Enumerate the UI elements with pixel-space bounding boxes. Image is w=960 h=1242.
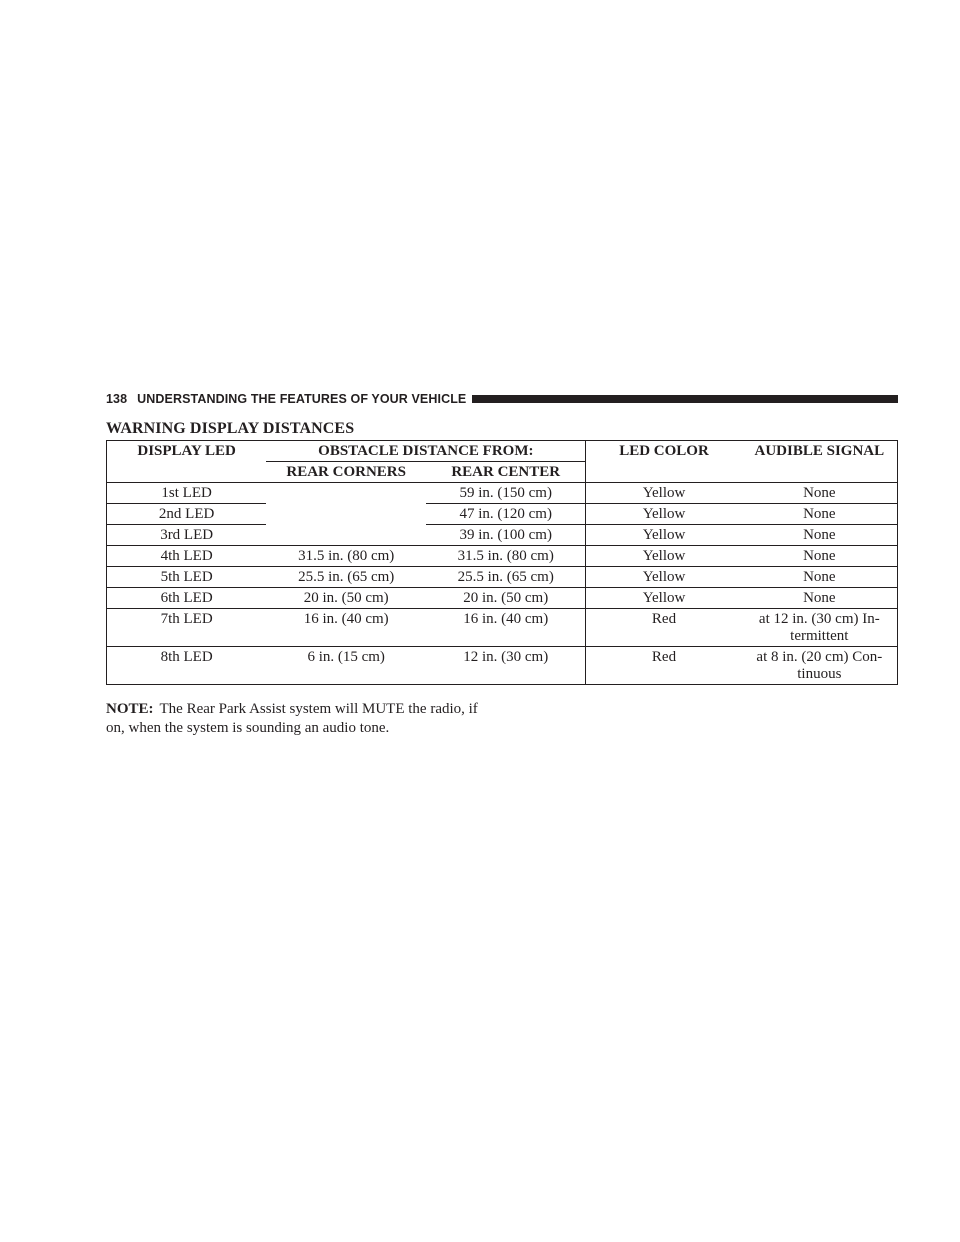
table-row [107,588,898,609]
note-label: NOTE: [106,701,154,717]
cell-signal: None [742,525,898,546]
cell-led: 1st LED [107,483,267,504]
cell-color: Yellow [586,525,742,546]
cell-color: Yellow [586,567,742,588]
cell-center: 39 in. (100 cm) [426,525,586,546]
cell-signal [742,647,898,685]
header-obstacle-distance: OBSTACLE DISTANCE FROM: [266,441,586,462]
cell-led: 3rd LED [107,525,267,546]
cell-corners: 16 in. (40 cm) [266,609,426,647]
header-led-color: LED COLOR [586,441,742,483]
cell-led: 7th LED [107,609,267,647]
cell-signal [742,609,898,647]
cell-color: Yellow [586,504,742,525]
cell-color: Yellow [586,546,742,567]
cell-corners-empty [266,483,426,546]
cell-corners: 20 in. (50 cm) [266,588,426,609]
chapter-title: UNDERSTANDING THE FEATURES OF YOUR VEHICLE [137,392,467,406]
cell-corners: 31.5 in. (80 cm) [266,546,426,567]
cell-center: 12 in. (30 cm) [426,647,586,685]
cell-corners: 25.5 in. (65 cm) [266,567,426,588]
cell-center: 25.5 in. (65 cm) [426,567,586,588]
cell-led: 8th LED [107,647,267,685]
cell-center: 16 in. (40 cm) [426,609,586,647]
table-row [107,504,898,525]
cell-color: Yellow [586,483,742,504]
table-row [107,647,898,685]
note-paragraph [106,700,498,738]
cell-led: 5th LED [107,567,267,588]
cell-led: 2nd LED [107,504,267,525]
header-rule [472,395,898,403]
header-display-led: DISPLAY LED [107,441,267,483]
cell-center: 31.5 in. (80 cm) [426,546,586,567]
cell-signal: None [742,567,898,588]
page-number: 138 [106,392,128,406]
cell-signal-line: termittent [790,628,849,644]
section-title: WARNING DISPLAY DISTANCES [106,420,355,437]
cell-signal: None [742,588,898,609]
cell-color: Red [586,609,742,647]
cell-color: Red [586,647,742,685]
cell-center: 20 in. (50 cm) [426,588,586,609]
cell-signal: None [742,546,898,567]
header-audible-signal: AUDIBLE SIGNAL [742,441,898,483]
warning-distances-table [106,440,898,685]
cell-signal-line: at 8 in. (20 cm) Con- [756,649,883,665]
cell-center: 59 in. (150 cm) [426,483,586,504]
table-row [107,525,898,546]
page-header [106,389,898,409]
header-rear-corners: REAR CORNERS [266,462,426,483]
table-row [107,567,898,588]
cell-signal: None [742,483,898,504]
table-row [107,483,898,504]
cell-led: 6th LED [107,588,267,609]
cell-signal-line: tinuous [797,666,842,682]
cell-center: 47 in. (120 cm) [426,504,586,525]
note-text: The Rear Park Assist system will MUTE the radio, if on, when the system is sounding an audio tone. [106,701,478,736]
cell-signal: None [742,504,898,525]
header-rear-center: REAR CENTER [426,462,586,483]
cell-signal-line: at 12 in. (30 cm) In- [758,611,880,627]
cell-corners: 6 in. (15 cm) [266,647,426,685]
cell-led: 4th LED [107,546,267,567]
cell-color: Yellow [586,588,742,609]
table-row [107,546,898,567]
table-row [107,609,898,647]
